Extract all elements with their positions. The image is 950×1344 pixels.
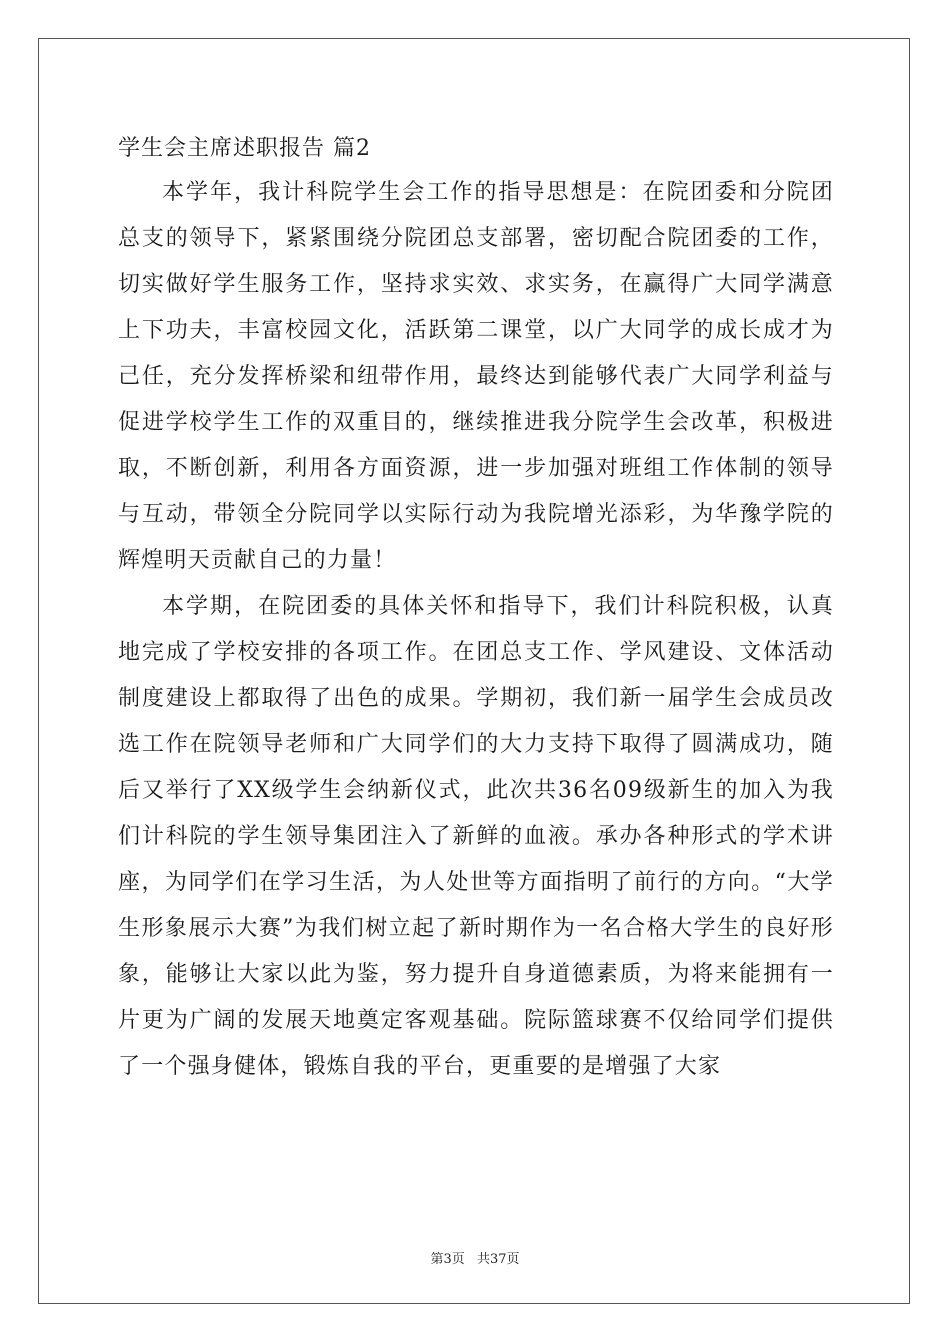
page-footer xyxy=(0,1248,950,1267)
paragraph-1: 本学年，我计科院学生会工作的指导思想是：在院团委和分院团总支的领导下，紧紧围绕分院团总支部署，密切配合院团委的工作，切实做好学生服务工作，坚持求实效、求实务，在赢得广大同学满意上下功夫，丰富校园文化，活跃第二课堂，以广大同学的成长成才为己任，充分发挥桥梁和纽带作用，最终达到能够代表广大同学利益与促进学校学生工作的双重目的，继续推进我分院学生会改革，积极进取，不断创新，利用各方面资源，进一步加强对班组工作体制的领导与互动，带领全分院同学以实际行动为我院增光添彩，为华豫学院的辉煌明天贡献自己的力量！ xyxy=(118,180,834,573)
page-total: 共37页 xyxy=(476,1252,520,1267)
paragraph-2: 本学期，在院团委的具体关怀和指导下，我们计科院积极，认真地完成了学校安排的各项工作。在团总支工作、学风建设、文体活动制度建设上都取得了出色的成果。学期初，我们新一届学生会成员改选工作在院领导老师和广大同学们的大力支持下取得了圆满成功，随后又举行了XX级学生会纳新仪式，此次共36名09级新生的加入为我们计科院的学生领导集团注入了新鲜的血液。承办各种形式的学术讲座，为同学们在学习生活，为人处世等方面指明了前行的方向。“大学生形象展示大赛”为我们树立起了新时期作为一名合格大学生的良好形象，能够让大家以此为鉴，努力提升自身道德素质，为将来能拥有一片更为广阔的发展天地奠定客观基础。院际篮球赛不仅给同学们提供了一个强身健体，锻炼自我的平台，更重要的是增强了大家 xyxy=(118,594,834,1079)
page-number: 第3页 xyxy=(430,1252,465,1267)
document-body xyxy=(118,128,834,1090)
document-title: 学生会主席述职报告 篇2 xyxy=(118,136,371,161)
